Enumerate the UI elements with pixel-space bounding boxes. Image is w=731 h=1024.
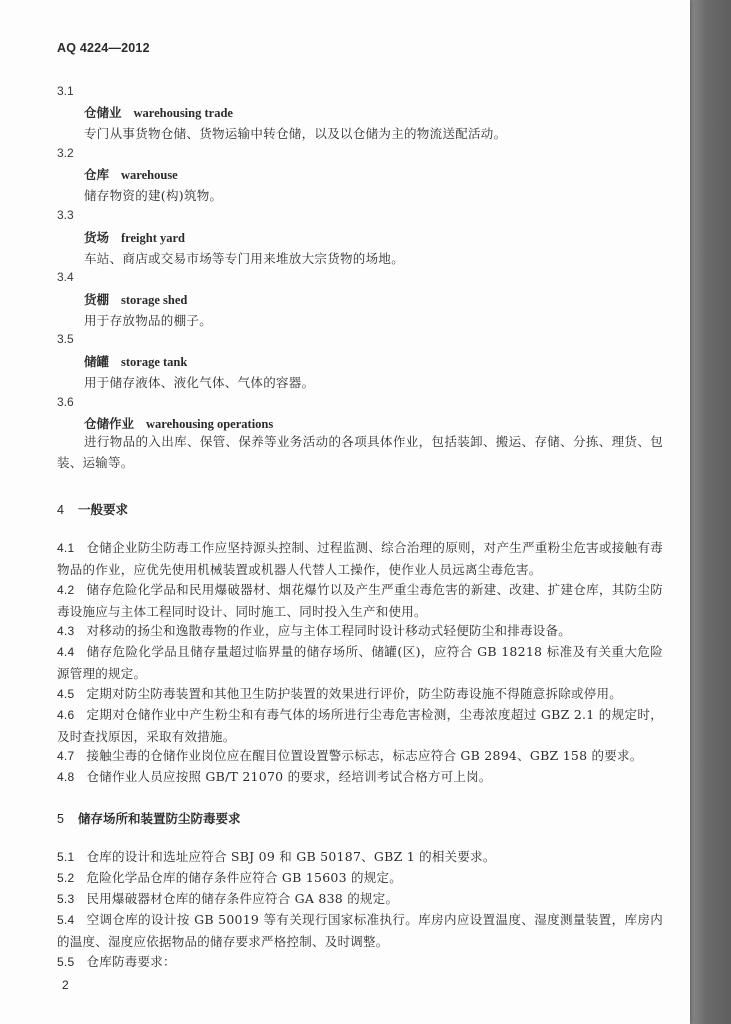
section-heading [57, 809, 240, 827]
section-title: 储存场所和装置防尘防毒要求 [77, 811, 241, 826]
clause-text: 储存危险化学品且储存量超过临界量的储存场所、储罐(区)，应符合 GB 18218 标准及有关重大危险源管理的规定。 [57, 644, 663, 681]
clause-text: 定期对仓储作业中产生粉尘和有毒气体的场所进行尘毒危害检测，尘毒浓度超过 GBZ 2.1 的规定时，及时查找原因，采取有效措施。 [57, 707, 663, 744]
clause-number: 5.4 [57, 913, 75, 927]
term-number: 3.3 [57, 208, 74, 222]
term-title [84, 165, 178, 183]
term-title [84, 228, 185, 246]
term-definition: 用于储存液体、液化气体、气体的容器。 [84, 375, 315, 390]
term-en: warehousing trade [133, 106, 233, 120]
clause [57, 620, 663, 642]
right-scroll-area[interactable] [690, 0, 731, 1024]
clause-text: 仓储企业防尘防毒工作应坚持源头控制、过程监测、综合治理的原则，对产生严重粉尘危害或接触有毒物品的作业，应优先使用机械装置或机器人代替人工操作，使作业人员远离尘毒危害。 [57, 540, 663, 577]
term-en: storage shed [121, 293, 188, 307]
term-en: freight yard [121, 231, 186, 245]
term-title [84, 103, 233, 121]
clause-number: 4.1 [57, 541, 75, 555]
section-title: 一般要求 [77, 502, 128, 517]
term-number: 3.6 [57, 395, 74, 409]
term-en: storage tank [121, 355, 188, 369]
term-en: warehouse [121, 168, 178, 182]
clause-number: 5.3 [57, 892, 75, 906]
clause-number: 4.6 [57, 708, 75, 722]
term-zh: 仓储业 [84, 105, 122, 120]
clause [57, 745, 663, 767]
clause-number: 5.1 [57, 850, 75, 864]
term-title [84, 290, 187, 308]
clause-number: 4.8 [57, 770, 75, 784]
clause-text: 储存危险化学品和民用爆破器材、烟花爆竹以及产生严重尘毒危害的新建、改建、扩建仓库，其防尘防毒设施应与主体工程同时设计、同时施工、同时投入生产和使用。 [57, 582, 663, 619]
term-zh: 储罐 [84, 354, 110, 369]
clause-text: 仓库防毒要求： [86, 954, 176, 969]
term-zh: 货棚 [84, 292, 110, 307]
clause [57, 683, 663, 705]
clause-number: 4.2 [57, 583, 75, 597]
clause-number: 4.3 [57, 624, 75, 638]
clause-text: 危险化学品仓库的储存条件应符合 GB 15603 的规定。 [86, 870, 403, 885]
term-number: 3.1 [57, 84, 74, 98]
clause [57, 766, 663, 788]
page-number: 2 [62, 978, 69, 992]
term-title [84, 414, 273, 432]
clause-text: 仓储作业人员应按照 GB/T 21070 的要求，经培训考试合格方可上岗。 [86, 769, 492, 784]
clause [57, 888, 663, 910]
term-definition: 储存物资的建(构)筑物。 [84, 188, 223, 203]
clause-number: 4.7 [57, 749, 75, 763]
term-zh: 仓库 [84, 167, 110, 182]
section-number: 5 [57, 812, 64, 826]
term-number: 3.5 [57, 332, 74, 346]
clause-number: 4.4 [57, 645, 75, 659]
clause [57, 909, 663, 952]
clause-number: 5.2 [57, 871, 75, 885]
clause [57, 641, 663, 684]
clause-number: 4.5 [57, 687, 75, 701]
clause-text: 接触尘毒的仓储作业岗位应在醒目位置设置警示标志，标志应符合 GB 2894、GBZ 158 的要求。 [86, 748, 643, 763]
section-heading [57, 500, 128, 518]
clause-text: 仓库的设计和选址应符合 SBJ 09 和 GB 50187、GBZ 1 的相关要求。 [86, 849, 496, 864]
clause [57, 867, 663, 889]
section-number: 4 [57, 503, 64, 517]
standard-code-header: AQ 4224—2012 [57, 41, 150, 55]
clause [57, 537, 663, 580]
term-definition: 车站、商店或交易市场等专门用来堆放大宗货物的场地。 [84, 251, 405, 266]
term-en: warehousing operations [146, 417, 274, 431]
clause [57, 579, 663, 622]
clause [57, 846, 663, 868]
term-number: 3.4 [57, 270, 74, 284]
clause-text: 空调仓库的设计按 GB 50019 等有关现行国家标准执行。库房内应设置温度、湿度测量装置，库房内的温度、湿度应依据物品的储存要求严格控制、及时调整。 [57, 912, 663, 949]
term-definition: 用于存放物品的棚子。 [84, 313, 213, 328]
term-number: 3.2 [57, 146, 74, 160]
term-definition: 专门从事货物仓储、货物运输中转仓储，以及以仓储为主的物流送配活动。 [84, 126, 507, 141]
term-zh: 仓储作业 [84, 416, 135, 431]
clause-text: 定期对防尘防毒装置和其他卫生防护装置的效果进行评价，防尘防毒设施不得随意拆除或停用。 [86, 686, 622, 701]
clause-text: 对移动的扬尘和逸散毒物的作业，应与主体工程同时设计移动式轻便防尘和排毒设备。 [86, 623, 571, 638]
clause [57, 951, 663, 973]
term-title [84, 352, 187, 370]
term-definition: 进行物品的入出库、保管、保养等业务活动的各项具体作业，包括装卸、搬运、存储、分拣、理货、包装、运输等。 [57, 434, 663, 470]
clause-number: 5.5 [57, 955, 75, 969]
clause-text: 民用爆破器材仓库的储存条件应符合 GA 838 的规定。 [86, 891, 399, 906]
term-zh: 货场 [84, 230, 110, 245]
clause [57, 704, 663, 747]
